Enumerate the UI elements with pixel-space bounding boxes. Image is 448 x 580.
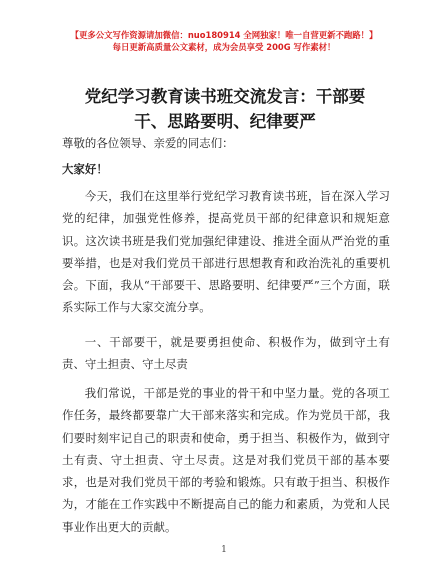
promo-banner-line-1: 【更多公文写作资源请加微信：nuo180914 全网独家！唯一自营更新不跑路！】 (70, 30, 378, 40)
greeting: 大家好！ (62, 162, 108, 176)
section-heading-1: 一、干部要干，就是要勇担使命、积极作为，做到守土有责、守土担责、守土尽责 (62, 335, 390, 372)
page-number: 1 (221, 545, 227, 555)
document-title: 党纪学习教育读书班交流发言：干部要干、思路要明、纪律要严 (84, 87, 366, 131)
paragraph-intro: 今天，我们在这里举行党纪学习教育读书班，旨在深入学习党的纪律，加强党性修养，提高党员干部的纪律意识和规矩意识。这次读书班是我们党加强纪律建设、推进全面从严治党的重要举措，也是对我们党员干部进行思想教育和政治洗礼的重要机会。下面，我从“干部要干、思路要明、纪律要严”三个方面，联系实际工作与大家交流分享。 (62, 189, 390, 315)
salutation: 尊敬的各位领导、亲爱的同志们： (62, 136, 234, 150)
paragraph-section-1: 我们常说，干部是党的事业的骨干和中坚力量。党的各项工作任务，最终都要靠广大干部来落实和完成。作为党员干部，我们要时刻牢记自己的职责和使命，勇于担当、积极作为，做到守土有责、守土担责、守土尽责。这是对我们党员干部的基本要求，也是对我们党员干部的考验和锻炼。只有敢于担当、积极作为，才能在工作实践中不断提高自己的能力和素质，为党和人民事业作出更大的贡献。 (62, 386, 390, 534)
promo-banner-line-2: 每日更新高质量公文素材，成为会员享受 200G 写作素材！ (112, 42, 336, 52)
